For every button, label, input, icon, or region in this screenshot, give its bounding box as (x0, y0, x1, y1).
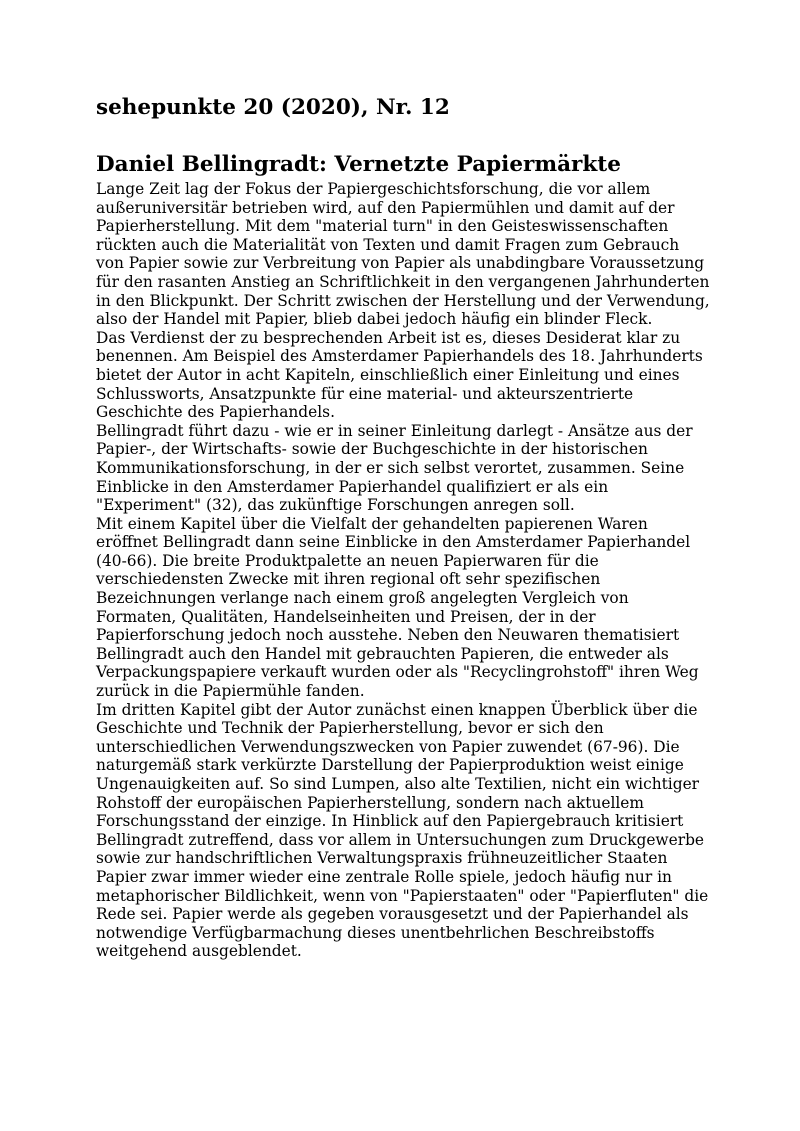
paragraph: Lange Zeit lag der Fokus der Papiergeschichtsforschung, die vor allem außeruniversitär betrieben wird, auf den Papiermühlen und damit auf der Papierherstellung. Mit dem "material turn" in den Geisteswissenschaften rückten auch die Materialität von Texten und damit Fragen zum Gebrauch von Papier sowie zur Verbreitung von Papier als unabdingbare Voraussetzung für den rasanten Anstieg an Schriftlichkeit in den vergangenen Jahrhunderten in den Blickpunkt. Der Schritt zwischen der Herstellung und der Verwendung, also der Handel mit Papier, blieb dabei jedoch häufig ein blinder Fleck. (96, 180, 710, 329)
paragraph: Bellingradt führt dazu - wie er in seiner Einleitung darlegt - Ansätze aus der Papier-, der Wirtschafts- sowie der Buchgeschichte in der historischen Kommunikationsforschung, in der er sich selbst verortet, zusammen. Seine Einblicke in den Amsterdamer Papierhandel qualifiziert er als ein "Experiment" (32), das zukünftige Forschungen anregen soll. (96, 421, 693, 515)
document-page (96, 92, 710, 961)
review-body (96, 180, 710, 961)
paragraph: Das Verdienst der zu besprechenden Arbeit ist es, dieses Desiderat klar zu benennen. Am Beispiel des Amsterdamer Papierhandels des 18. Jahrhunderts bietet der Autor in acht Kapiteln, einschließlich einer Einleitung und eines Schlussworts, Ansatzpunkte für eine material- und akteurszentrierte Geschichte des Papierhandels. (96, 328, 703, 422)
journal-heading: sehepunkte 20 (2020), Nr. 12 (96, 95, 450, 120)
paragraph: Mit einem Kapitel über die Vielfalt der gehandelten papierenen Waren eröffnet Bellingradt dann seine Einblicke in den Amsterdamer Papierhandel (40-66). Die breite Produktpalette an neuen Papierwaren für die verschiedensten Zwecke mit ihren regional oft sehr spezifischen Bezeichnungen verlange nach einem groß angelegten Vergleich von Formaten, Qualitäten, Handelseinheiten und Preisen, der in der Papierforschung jedoch noch ausstehe. Neben den Neuwaren thematisiert Bellingradt auch den Handel mit gebrauchten Papieren, die entweder als Verpackungspapiere verkauft wurden oder als "Recyclingrohstoff" ihren Weg zurück in die Papiermühle fanden. (96, 514, 699, 701)
paragraph: Im dritten Kapitel gibt der Autor zunächst einen knappen Überblick über die Geschichte und Technik der Papierherstellung, bevor er sich den unterschiedlichen Verwendungszwecken von Papier zuwendet (67-96). Die naturgemäß stark verkürzte Darstellung der Papierproduktion weist einige Ungenauigkeiten auf. So sind Lumpen, also alte Textilien, nicht ein wichtiger Rohstoff der europäischen Papierherstellung, sondern nach aktuellem Forschungsstand der einzige. In Hinblick auf den Papiergebrauch kritisiert Bellingradt zutreffend, dass vor allem in Untersuchungen zum Druckgewerbe sowie zur handschriftlichen Verwaltungspraxis frühneuzeitlicher Staaten Papier zwar immer wieder eine zentrale Rolle spiele, jedoch häufig nur in metaphorischer Bildlichkeit, wenn von "Papierstaaten" oder "Papierfluten" die Rede sei. Papier werde als gegeben vorausgesetzt und der Papierhandel als notwendige Verfügbarmachung dieses unentbehrlichen Beschreibstoffs weitgehend ausgeblendet. (96, 700, 709, 961)
review-title: Daniel Bellingradt: Vernetzte Papiermärkte (96, 152, 621, 177)
